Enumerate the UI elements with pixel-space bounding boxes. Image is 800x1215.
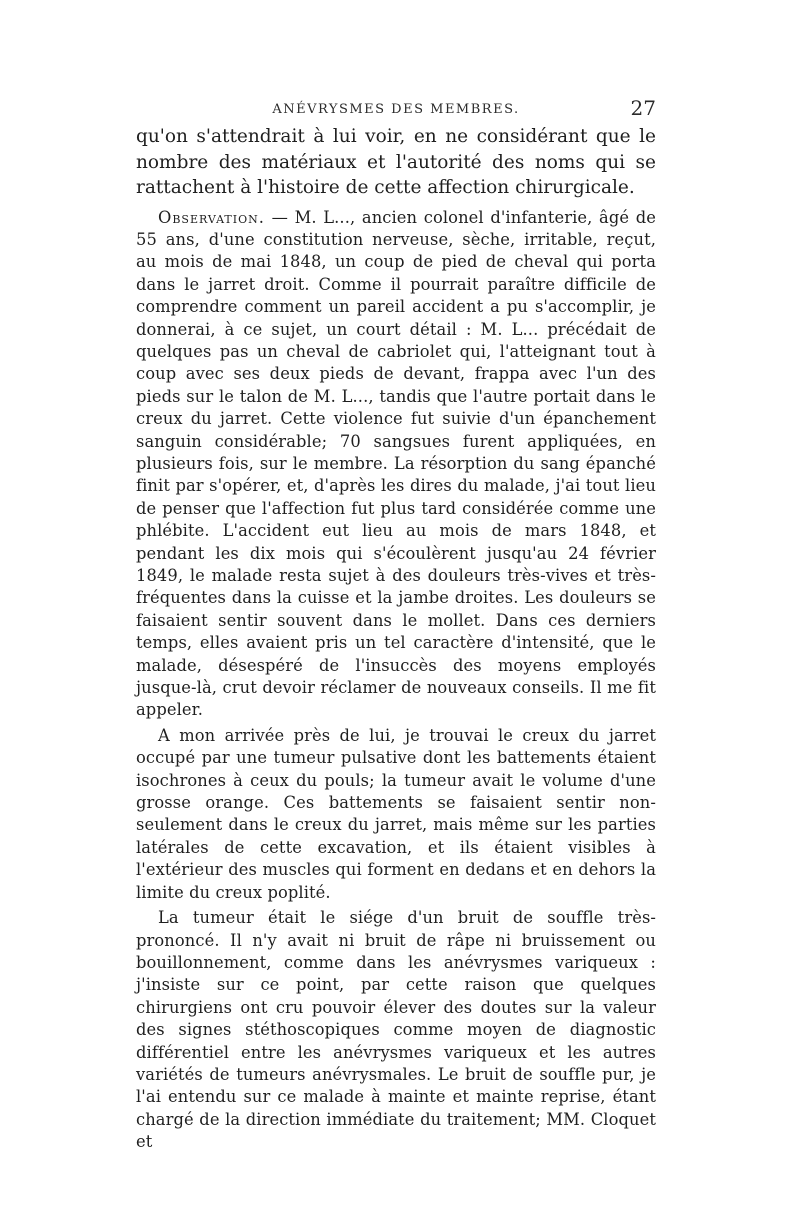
running-head [136, 96, 656, 124]
running-title: ANÉVRYSMES DES MEMBRES. [272, 102, 520, 117]
observation-paragraph [136, 207, 656, 722]
page-number: 27 [630, 96, 656, 120]
body-paragraph-3: La tumeur était le siége d'un bruit de souffle très-prononcé. Il n'y avait ni bruit de râpe ni bruissement ou bouillonnement, comme dans les anévrysmes variqueux : j'insiste sur ce point, par cette raison que quelques chirurgiens ont cru pouvoir élever des doutes sur la valeur des signes stéthoscopiques comme moyen de diagnostic différentiel entre les anévrysmes variqueux et les autres variétés de tumeurs anévrysmales. Le bruit de souffle pur, je l'ai entendu sur ce malade à mainte et mainte reprise, étant chargé de la direction immédiate du traitement; MM. Cloquet et [136, 908, 656, 1152]
body-paragraph-2: A mon arrivée près de lui, je trouvai le creux du jarret occupé par une tumeur pulsative dont les battements étaient isochrones à ceux du pouls; la tumeur avait le volume d'une grosse orange. Ces battements se faisaient sentir non-seulement dans le creux du jarret, mais même sur les parties latérales de cette excavation, et ils étaient visibles à l'extérieur des muscles qui forment en dedans et en dehors la limite du creux poplité. [136, 725, 656, 902]
intro-paragraph: qu'on s'attendrait à lui voir, en ne considérant que le nombre des matériaux et l'autorité des noms qui se rattachent à l'histoire de cette affection chirurgicale. [136, 126, 656, 198]
book-page [136, 96, 656, 1154]
observation-label: Observation. [158, 207, 265, 227]
observation-text: — M. L..., ancien colonel d'infanterie, âgé de 55 ans, d'une constitution nerveuse, sèche, irritable, reçut, au mois de mai 1848, un coup de pied de cheval qui porta dans le jarret droit. Comme il pourrait paraître difficile de comprendre comment un pareil accident a pu s'accomplir, je donnerai, à ce sujet, un court détail : M. L... précédait de quelques pas un cheval de cabriolet qui, l'atteignant tout à coup avec ses deux pieds de devant, frappa avec l'un des pieds sur le talon de M. L..., tandis que l'autre portait dans le creux du jarret. Cette violence fut suivie d'un épanchement sanguin considérable; 70 sangsues furent appliquées, en plusieurs fois, sur le membre. La résorption du sang épanché finit par s'opérer, et, d'après les dires du malade, j'ai tout lieu de penser que l'affection fut plus tard considérée comme une phlébite. L'accident eut lieu au mois de mars 1848, et pendant les dix mois qui s'écoulèrent jusqu'au 24 février 1849, le malade resta sujet à des douleurs très-vives et très-fréquentes dans la cuisse et la jambe droites. Les douleurs se faisaient sentir souvent dans le mollet. Dans ces derniers temps, elles avaient pris un tel caractère d'intensité, que le malade, désespéré de l'insuccès des moyens employés jusque-là, crut devoir réclamer de nouveaux conseils. Il me fit appeler. [136, 207, 656, 720]
